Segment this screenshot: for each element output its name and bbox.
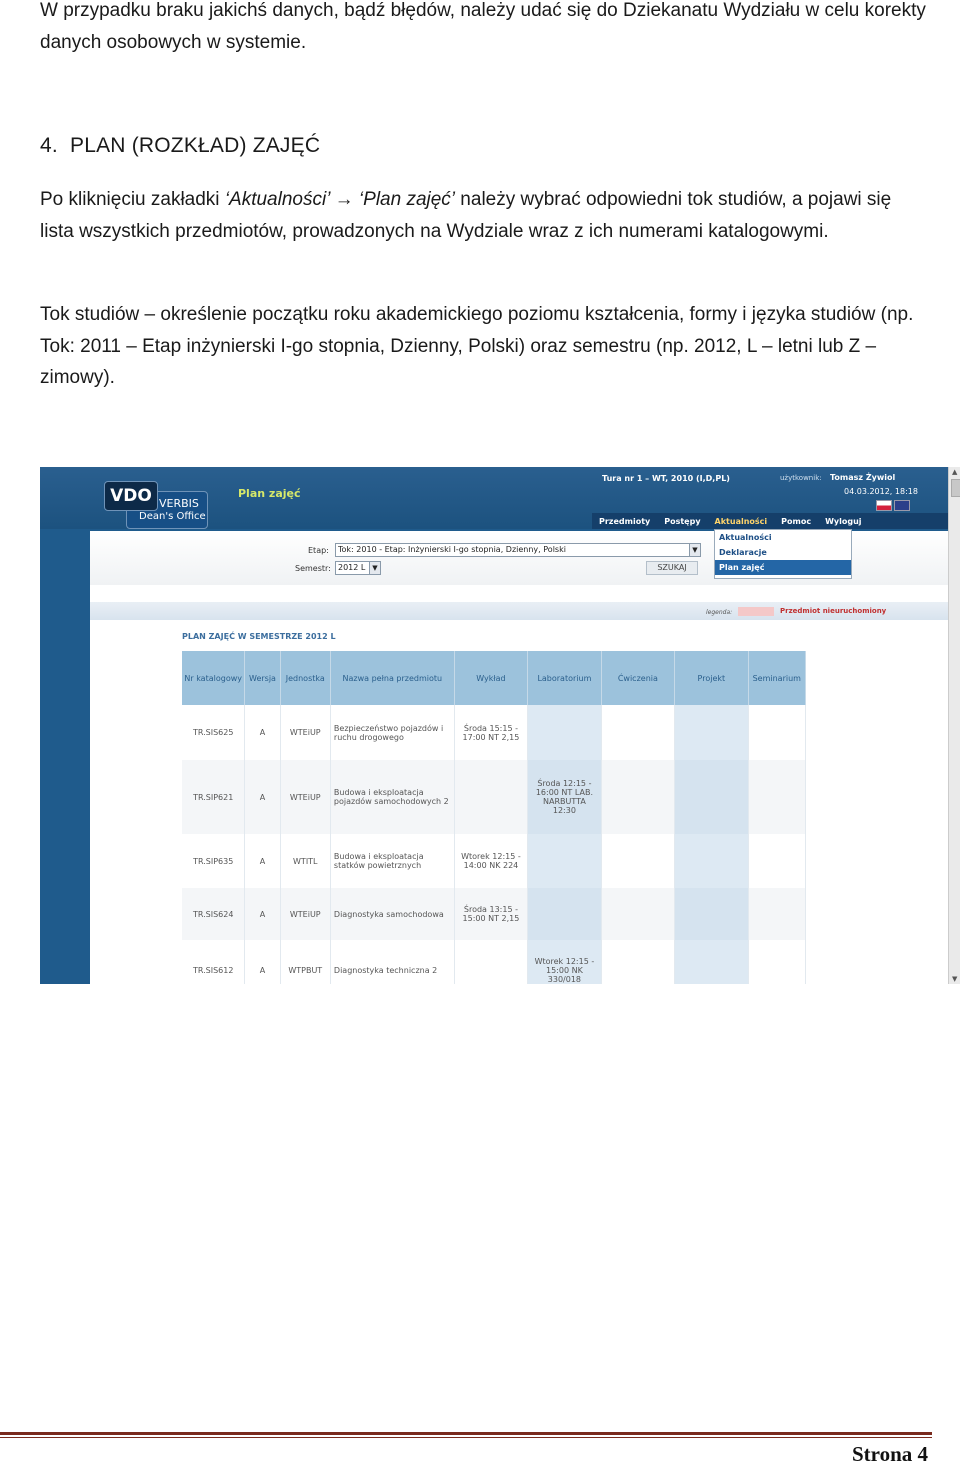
nav-wyloguj[interactable]: Wyloguj (825, 517, 862, 526)
etap-label: Etap: (308, 546, 329, 555)
cell-wyklad (454, 760, 527, 834)
heading-text: PLAN (ROZKŁAD) ZAJĘĆ (70, 134, 321, 157)
polish-flag-icon[interactable] (876, 500, 892, 511)
cell-wyklad: Środa 13:15 - 15:00 NT 2,15 (454, 888, 527, 940)
cell-projekt (675, 940, 748, 984)
cell-wyklad: Wtorek 12:15 - 14:00 NK 224 (454, 834, 527, 888)
cell-projekt (675, 760, 748, 834)
cell-nazwa[interactable]: Budowa i eksploatacja pojazdów samochodowych 2 (330, 760, 454, 834)
cell-wersja: A (245, 888, 280, 940)
scroll-down-icon[interactable]: ▼ (952, 975, 958, 983)
dropdown-item-aktualnosci[interactable]: Aktualności (719, 533, 772, 542)
cell-nazwa[interactable]: Diagnostyka samochodowa (330, 888, 454, 940)
col-header: Ćwiczenia (601, 651, 674, 705)
footer-rule (0, 1432, 932, 1435)
scrollbar[interactable] (948, 467, 960, 984)
semestr-value: 2012 L (338, 563, 366, 572)
footer-rule-thin (0, 1437, 932, 1438)
chevron-down-icon[interactable]: ▼ (369, 562, 380, 574)
aktualnosci-dropdown (714, 529, 852, 579)
app-screenshot (40, 467, 960, 984)
cell-lab (528, 705, 601, 760)
col-header: Seminarium (748, 651, 805, 705)
cell-nr: TR.SIP635 (182, 834, 245, 888)
cell-cwiczenia (601, 760, 674, 834)
cell-nazwa[interactable]: Bezpieczeństwo pojazdów i ruchu drogowego (330, 705, 454, 760)
cell-wersja: A (245, 705, 280, 760)
cell-seminarium (748, 888, 805, 940)
logo-vdo: VDO (104, 481, 158, 511)
cell-cwiczenia (601, 705, 674, 760)
main-nav (592, 513, 950, 529)
col-header: Nr katalogowy (182, 651, 245, 705)
nav-pomoc[interactable]: Pomoc (781, 517, 812, 526)
cell-nr: TR.SIS624 (182, 888, 245, 940)
cell-nazwa[interactable]: Budowa i eksploatacja statków powietrznych (330, 834, 454, 888)
cell-wersja: A (245, 834, 280, 888)
heading-number: 4. (40, 134, 58, 157)
logo-deans-text: Dean's Office (139, 511, 206, 522)
cell-projekt (675, 705, 748, 760)
col-header: Nazwa pełna przedmiotu (330, 651, 454, 705)
para2-text: Tok studiów – określenie początku roku akademickiego poziomu kształcenia, formy i języka studiów (np. Tok: 2011 – Etap inżynierski I-go stopnia, Dzienny, Polski) oraz semestru (np. 2012, L – letni lub Z – zimowy). (40, 304, 914, 388)
scroll-thumb[interactable] (951, 479, 960, 497)
col-header: Wykład (454, 651, 527, 705)
cell-projekt (675, 888, 748, 940)
schedule-table (182, 651, 806, 984)
cell-nr: TR.SIS612 (182, 940, 245, 984)
page-number: Strona 4 (851, 1442, 928, 1466)
legend-bar (90, 602, 948, 620)
cell-nazwa[interactable]: Diagnostyka techniczna 2 (330, 940, 454, 984)
legend-text: Przedmiot nieuruchomiony (780, 607, 887, 615)
cell-nr: TR.SIS625 (182, 705, 245, 760)
cell-wersja: A (245, 760, 280, 834)
cell-projekt (675, 834, 748, 888)
paragraph-1 (40, 184, 930, 247)
col-header: Laboratorium (528, 651, 601, 705)
para1-part-c: należy wybrać odpowiedni tok studiów, a pojawi się lista wszystkich przedmiotów, prowadzonych na Wydziale wraz z ich numerami katalogowymi. (40, 189, 892, 242)
cell-seminarium (748, 834, 805, 888)
para1-menu-path: ‘Aktualności’ → ‘Plan zajęć’ (224, 189, 456, 210)
para1-part-a: Po kliknięciu zakładki (40, 189, 225, 210)
cell-wyklad: Środa 15:15 - 17:00 NT 2,15 (454, 705, 527, 760)
table-row (182, 760, 806, 834)
plan-title: PLAN ZAJĘĆ W SEMESTRZE 2012 L (182, 632, 336, 641)
cell-nr: TR.SIP621 (182, 760, 245, 834)
intro-text: W przypadku braku jakichś danych, bądź błędów, należy udać się do Dziekanatu Wydziału w celu korekty danych osobowych w systemie. (40, 0, 926, 53)
cell-jednostka: WTEiUP (280, 705, 330, 760)
cell-jednostka: WTEiUP (280, 888, 330, 940)
nav-postepy[interactable]: Postępy (664, 517, 701, 526)
user-name: Tomasz Żywiol (830, 473, 896, 482)
cell-lab: Środa 12:15 - 16:00 NT LAB. NARBUTTA 12:30 (528, 760, 601, 834)
cell-lab (528, 834, 601, 888)
table-row (182, 940, 806, 984)
legend-label: legenda: (706, 609, 733, 616)
col-header: Projekt (675, 651, 748, 705)
col-header: Wersja (245, 651, 280, 705)
etap-select[interactable] (335, 543, 701, 557)
cell-cwiczenia (601, 888, 674, 940)
search-button[interactable]: SZUKAJ (646, 561, 698, 575)
cell-wyklad (454, 940, 527, 984)
scroll-up-icon[interactable]: ▲ (952, 468, 958, 476)
table-row (182, 834, 806, 888)
session-datetime: 04.03.2012, 18:18 (844, 487, 918, 496)
table-row (182, 705, 806, 760)
semestr-label: Semestr: (295, 564, 331, 573)
cell-jednostka: WTEiUP (280, 760, 330, 834)
verbis-logo (104, 481, 207, 527)
table-header-row (182, 651, 806, 705)
semestr-select[interactable] (335, 561, 381, 575)
cell-seminarium (748, 940, 805, 984)
legend-swatch (738, 607, 774, 616)
cell-cwiczenia (601, 834, 674, 888)
nav-aktualnosci[interactable]: Aktualności (714, 517, 768, 526)
paragraph-2 (40, 299, 930, 394)
cell-jednostka: WTPBUT (280, 940, 330, 984)
dropdown-item-deklaracje[interactable]: Deklaracje (719, 548, 767, 557)
english-flag-icon[interactable] (894, 500, 910, 511)
cell-lab: Wtorek 12:15 - 15:00 NK 330/018 (528, 940, 601, 984)
cell-lab (528, 888, 601, 940)
cell-seminarium (748, 705, 805, 760)
cell-jednostka: WTITL (280, 834, 330, 888)
col-header: Jednostka (280, 651, 330, 705)
dropdown-item-plan-zajec[interactable]: Plan zajęć (715, 560, 851, 575)
section-heading (40, 130, 930, 162)
app-page-title: Plan zajęć (238, 487, 301, 500)
content-panel (90, 531, 948, 984)
user-label: użytkownik: (780, 474, 822, 482)
cell-wersja: A (245, 940, 280, 984)
logo-verbis-text: VERBIS (159, 497, 199, 510)
etap-value: Tok: 2010 - Etap: Inżynierski I-go stopnia, Dzienny, Polski (338, 545, 566, 554)
intro-paragraph (40, 0, 930, 58)
tura-info: Tura nr 1 – WT, 2010 (I,D,PL) (602, 474, 730, 483)
app-header (40, 467, 948, 529)
chevron-down-icon[interactable]: ▼ (689, 544, 700, 556)
cell-seminarium (748, 760, 805, 834)
cell-cwiczenia (601, 940, 674, 984)
nav-przedmioty[interactable]: Przedmioty (599, 517, 651, 526)
table-row (182, 888, 806, 940)
